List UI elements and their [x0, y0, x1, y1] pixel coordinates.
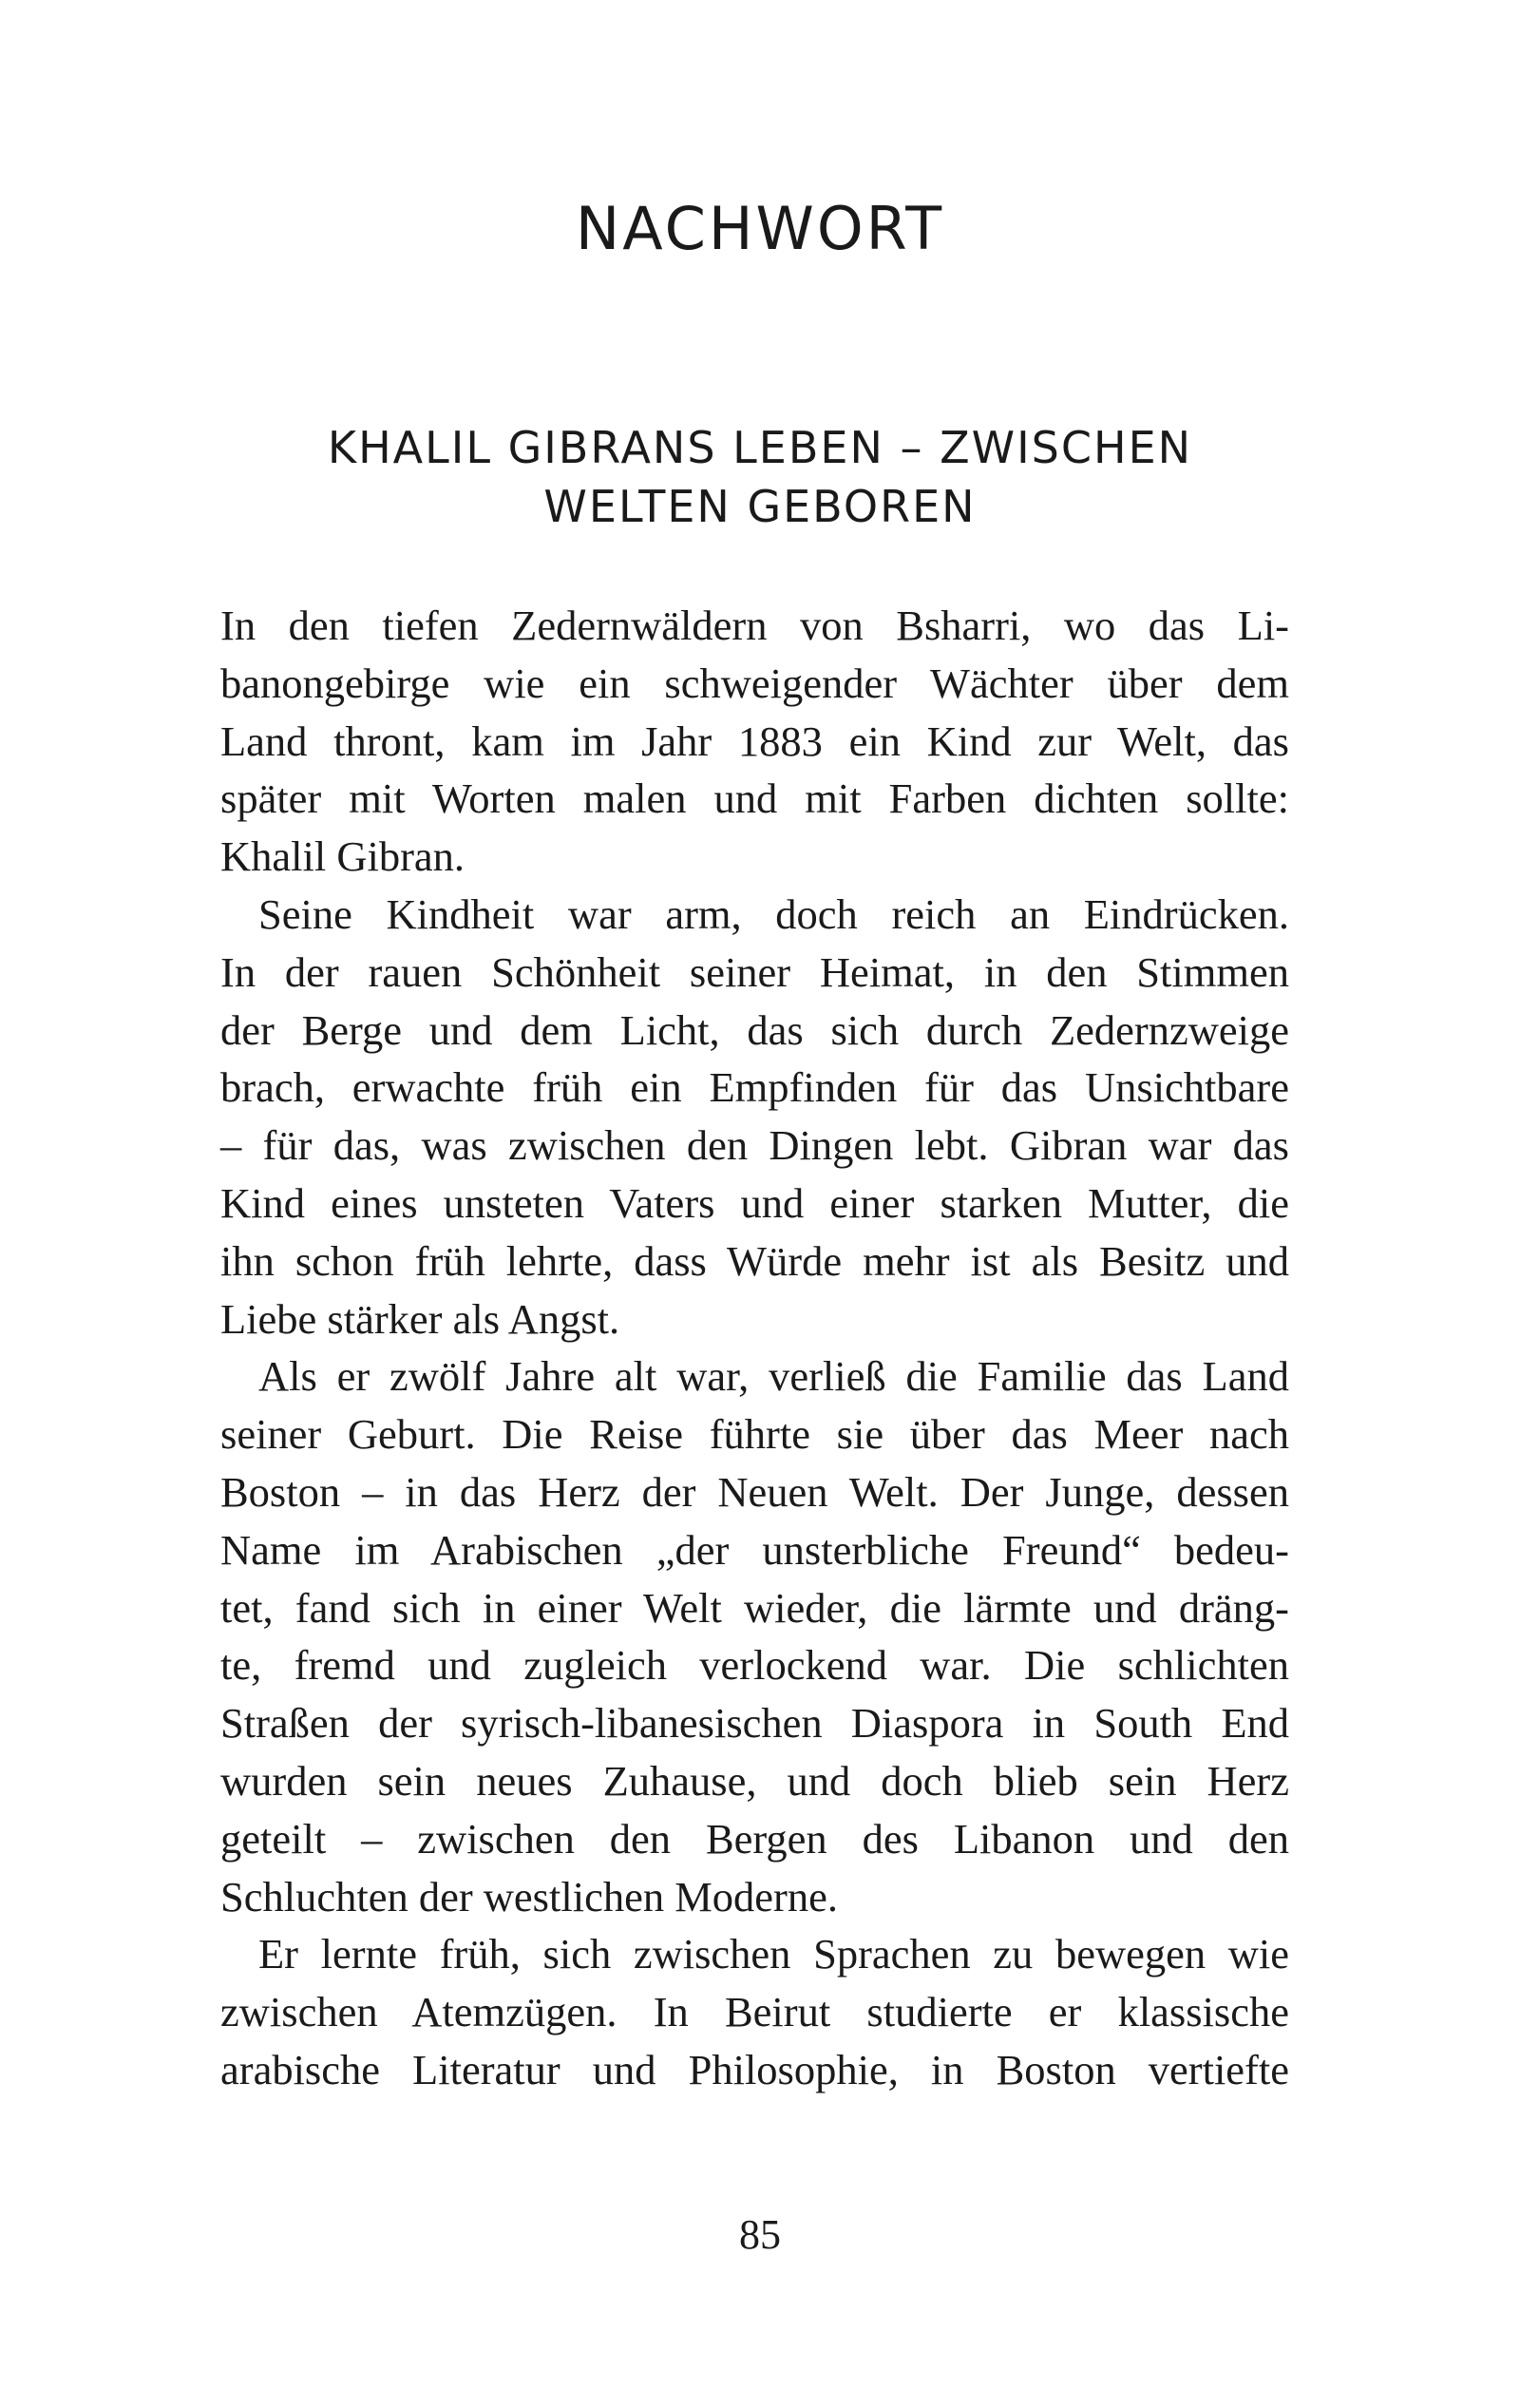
text-line: Straßen der syrisch-libanesischen Diaspora in South End: [220, 1699, 1289, 1748]
paragraph: [220, 1347, 1289, 1925]
text-line: Liebe stärker als Angst.: [220, 1294, 620, 1343]
text-line: Schluchten der westlichen Moderne.: [220, 1872, 838, 1921]
text-line: Seine Kindheit war arm, doch reich an Eindrücken.: [258, 889, 1289, 938]
text-line: Land thront, kam im Jahr 1883 ein Kind zur Welt, das: [220, 717, 1289, 765]
text-line: Boston – in das Herz der Neuen Welt. Der Junge, dessen: [220, 1467, 1289, 1516]
text-line: geteilt – zwischen den Bergen des Libanon und den: [220, 1814, 1289, 1863]
text-line: te, fremd und zugleich verlockend war. Die schlichten: [220, 1641, 1289, 1690]
text-line: brach, erwachte früh ein Empfinden für das Unsichtbare: [220, 1063, 1289, 1112]
text-line: ihn schon früh lehrte, dass Würde mehr ist als Besitz und: [220, 1236, 1289, 1285]
text-line: der Berge und dem Licht, das sich durch Zedernzweige: [220, 1005, 1289, 1054]
paragraph: [220, 886, 1289, 1347]
text-line: Er lernte früh, sich zwischen Sprachen zu bewegen wie: [258, 1930, 1289, 1978]
text-line: wurden sein neues Zuhause, und doch blieb sein Herz: [220, 1756, 1289, 1805]
text-line: In den tiefen Zedernwäldern von Bsharri, wo das Li-: [220, 602, 1289, 649]
text-line: Kind eines unsteten Vaters und einer starken Mutter, die: [220, 1178, 1289, 1227]
text-line: Als er zwölf Jahre alt war, verließ die Familie das Land: [258, 1352, 1289, 1401]
section-title-line: KHALIL GIBRANS LEBEN – ZWISCHEN: [327, 422, 1193, 473]
paragraph: [220, 1925, 1289, 2098]
section-title-line: WELTEN GEBOREN: [543, 481, 977, 532]
section-title: [0, 418, 1520, 536]
text-line: tet, fand sich in einer Welt wieder, die lärmte und dräng-: [220, 1583, 1289, 1632]
page-number: 85: [739, 2211, 781, 2258]
text-line: seiner Geburt. Die Reise führte sie über das Meer nach: [220, 1410, 1289, 1459]
text-line: Khalil Gibran.: [220, 832, 466, 881]
text-line: Name im Arabischen „der unsterbliche Freund“ bedeu-: [220, 1525, 1289, 1574]
text-line: In der rauen Schönheit seiner Heimat, in den Stimmen: [220, 947, 1289, 996]
text-line: – für das, was zwischen den Dingen lebt. Gibran war das: [220, 1121, 1289, 1170]
text-line: zwischen Atemzügen. In Beirut studierte er klassische: [220, 1988, 1289, 2036]
text-line: arabische Literatur und Philosophie, in Boston vertiefte: [220, 2045, 1289, 2093]
chapter-title: NACHWORT: [575, 194, 945, 263]
text-line: später mit Worten malen und mit Farben dichten sollte:: [220, 774, 1289, 823]
paragraph: [220, 597, 1289, 886]
text-line: banongebirge wie ein schweigender Wächter über dem: [220, 659, 1289, 707]
body-text: [220, 597, 1289, 2099]
